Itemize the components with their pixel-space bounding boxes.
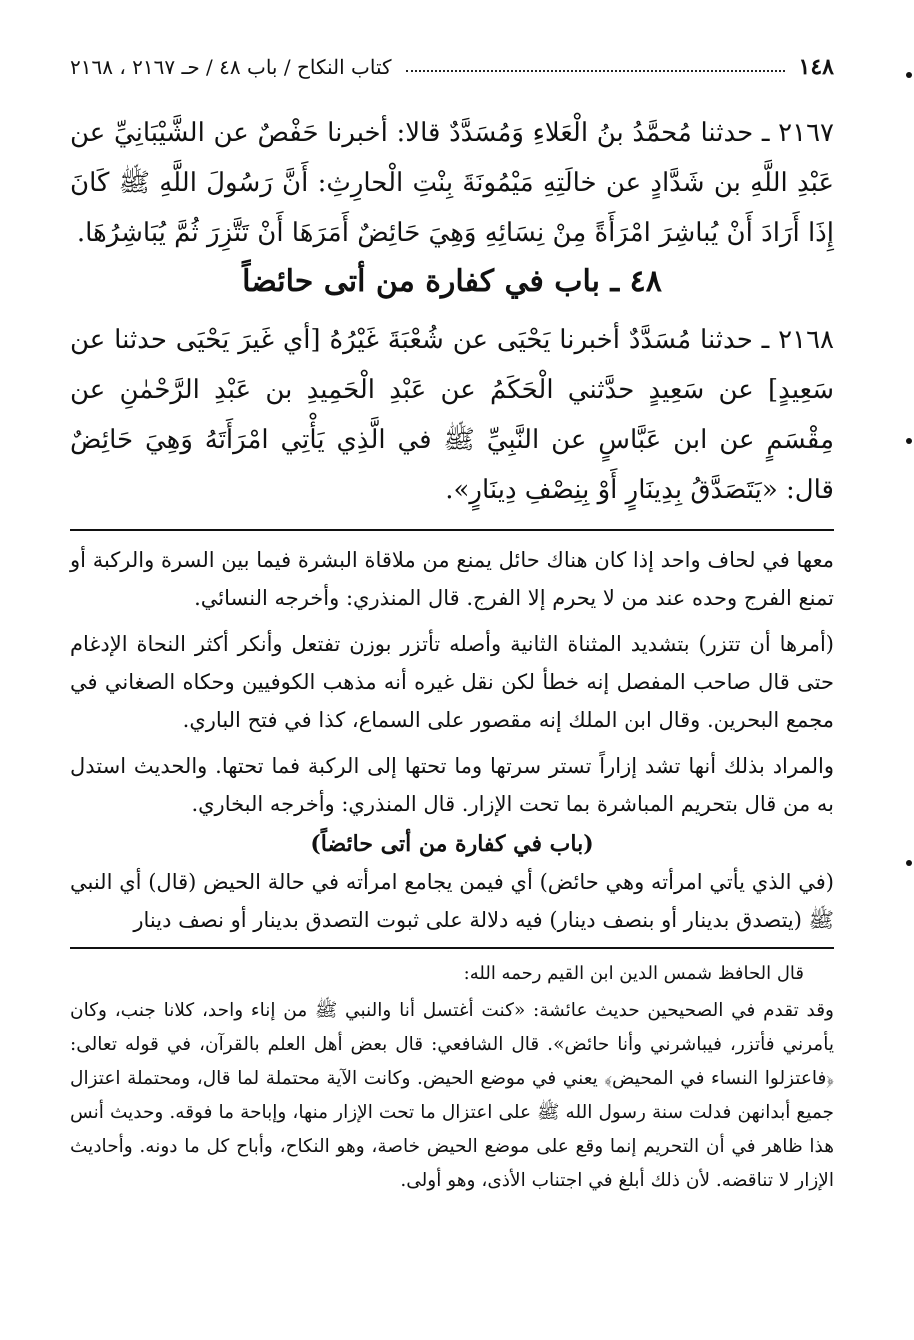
- margin-mark: [906, 72, 912, 78]
- section-divider: [70, 529, 834, 531]
- chapter-title: ٤٨ ـ باب في كفارة من أتى حائضاً: [242, 264, 662, 299]
- header-dots: [406, 70, 785, 72]
- margin-mark: [906, 860, 912, 866]
- commentary-paragraph: (في الذي يأتي امرأته وهي حائض) أي فيمن يجامع امرأته في حالة الحيض (قال) أي النبي ﷺ (يتصدق بدينار أو بنصف دينار) فيه دلالة على ثبوت التصدق بدينار أو نصف دينار: [70, 870, 834, 932]
- commentary-paragraph: والمراد بذلك أنها تشد إزاراً تستر سرتها وما تحتها إلى الركبة فما تحتها. والحديث استدل به من قال بتحريم المباشرة بما تحت الإزار. قال المنذري: وأخرجه البخاري.: [70, 754, 834, 816]
- footnote-text: وقد تقدم في الصحيحين حديث عائشة: «كنت أغتسل أنا والنبي ﷺ من إناء واحد، كلانا جنب، وكان يأمرني فأتزر، فيباشرني وأنا حائض». قال الشافعي: قال بعض أهل العلم بالقرآن، في قوله تعالى: ﴿فاعتزلوا النساء في المحيض﴾ يعني في موضع الحيض. وكانت الآية محتملة لما قال، ومحتملة اعتزال جميع أبدانهن فدلت سنة رسول الله ﷺ على اعتزال ما تحت الإزار منها، وإباحة ما فوقه. وحديث أنس هذا ظاهر في أن التحريم إنما وقع على موضع الحيض خاصة، وهو النكاح، وأباح كل ما دونه. وأحاديث الإزار لا تناقضه. لأن ذلك أبلغ في اجتناب الأذى، وهو أولى.: [70, 1000, 834, 1191]
- page-header: [70, 50, 834, 84]
- hadith-2168: ٢١٦٨ ـ حدثنا مُسَدَّدٌ أخبرنا يَحْيَى عن شُعْبَةَ غَيْرُهُ [أي غَيرَ يَحْيَى حدثنا عن سَعِيدٍ] عن سَعِيدٍ حدَّثني الْحَكَمُ عن عَبْدِ الْحَمِيدِ بن عَبْدِ الرَّحْمٰنِ عن مِقْسَمٍ عن ابن عَبَّاسٍ عن النَّبِيِّ ﷺ في الَّذِي يَأْتِي امْرَأَتَهُ وَهِيَ حَائِضٌ قال: «يَتَصَدَّقُ بِدِينَارٍ أَوْ بِنِصْفِ دِينَارٍ».: [70, 325, 834, 505]
- running-title: كتاب النكاح / باب ٤٨ / حـ ٢١٦٧ ، ٢١٦٨: [70, 55, 392, 79]
- footnote-divider: [70, 947, 834, 949]
- footnote-heading: قال الحافظ شمس الدين ابن القيم رحمه الله:: [463, 963, 804, 984]
- commentary-paragraph: (أمرها أن تتزر) بتشديد المثناة الثانية وأصله تأتزر بوزن تفتعل وأنكر أكثر النحاة الإدغام حتى قال صاحب المفصل إنه خطأ لكن نقل غيره أنه مذهب الكوفيين وحكاه الصغاني في مجمع البحرين. وقال ابن الملك إنه مقصور على السماع، كذا في فتح الباري.: [70, 632, 834, 732]
- page-number: ١٤٨: [798, 54, 834, 80]
- commentary-paragraph: معها في لحاف واحد إذا كان هناك حائل يمنع من ملاقاة البشرة فيما بين السرة والركبة أو تمنع الفرج وحده عند من لا يحرم إلا الفرج. قال المنذري: وأخرجه النسائي.: [70, 548, 834, 610]
- hadith-2167: ٢١٦٧ ـ حدثنا مُحمَّدُ بنُ الْعَلاءِ وَمُسَدَّدٌ قالا: أخبرنا حَفْصٌ عن الشَّيْبَانِيِّ عن عَبْدِ اللَّهِ بن شَدَّادٍ عن خالَتِهِ مَيْمُونَةَ بِنْتِ الْحارِثِ: أَنَّ رَسُولَ اللَّهِ ﷺ كَانَ إِذَا أَرَادَ أَنْ يُباشِرَ امْرَأَةً مِنْ نِسَائِهِ وَهِيَ حَائِضٌ أَمَرَهَا أَنْ تَتَّزِرَ ثُمَّ يُبَاشِرُهَا.: [70, 118, 834, 248]
- margin-mark: [906, 438, 912, 444]
- commentary-chapter-title: (باب في كفارة من أتى حائضاً): [310, 831, 594, 857]
- book-page: [70, 50, 834, 1198]
